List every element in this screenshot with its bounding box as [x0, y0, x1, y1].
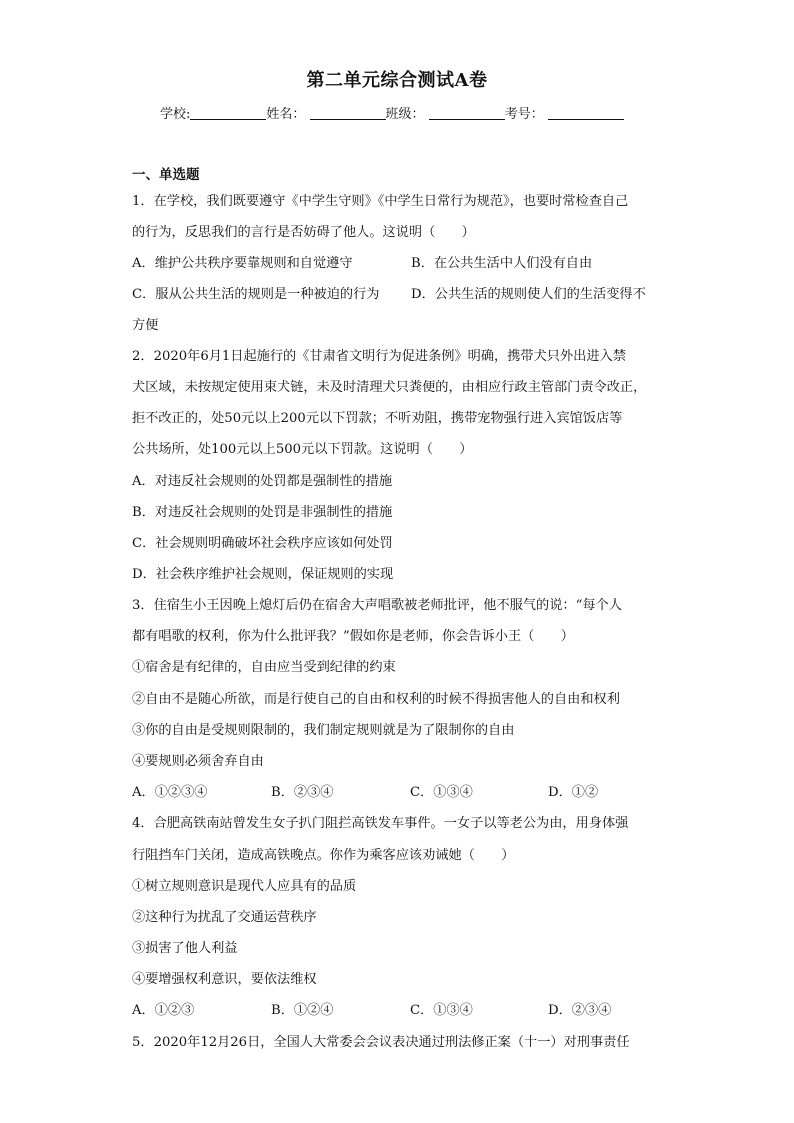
question-1-option-b: B．在公共生活中人们没有自由: [411, 256, 593, 271]
question-1-option-c: C．服从公共生活的规则是一种被迫的行为: [132, 287, 380, 302]
question-3-statement-1: ①宿舍是有纪律的，自由应当受到纪律的约束: [132, 660, 396, 675]
question-2-stem-line: 犬区域，未按规定使用束犬链，未及时清理犬只粪便的，由相应行政主管部门责令改正，: [132, 380, 647, 395]
question-4-option-a: A．①②③: [132, 1003, 195, 1018]
question-4-statement-3: ③损害了他人利益: [132, 941, 238, 956]
question-2-stem-line: 2．2020年6月1日起施行的《甘肃省文明行为促进条例》明确，携带犬只外出进入禁: [132, 349, 626, 364]
question-2-option-c: C．社会规则明确破坏社会秩序应该如何处罚: [132, 536, 393, 551]
question-1-option-d-continuation: 方便: [132, 318, 159, 333]
question-4-stem-line: 行阻挡车门关闭，造成高铁晚点。你作为乘客应该劝诫她（ ）: [132, 848, 515, 863]
question-4-statement-4: ④要增强权利意识，要依法维权: [132, 972, 317, 987]
student-info-row: [160, 103, 624, 122]
page-title: 第二单元综合测试A卷: [306, 70, 488, 91]
school-label: 学校:: [160, 107, 191, 122]
question-3-option-a: A．①②③④: [132, 785, 208, 800]
name-blank[interactable]: [310, 105, 386, 120]
question-2-stem-line: 公共场所，处100元以上500元以下罚款。这说明（ ）: [132, 442, 473, 457]
question-3-stem-line: 3．住宿生小王因晚上熄灯后仍在宿舍大声唱歌被老师批评，他不服气的说：“每个人: [132, 598, 622, 613]
question-2-option-b: B．对违反社会规则的处罚是非强制性的措施: [132, 505, 393, 520]
question-3-statement-4: ④要规则必须舍弃自由: [132, 754, 264, 769]
question-3-statement-2: ②自由不是随心所欲，而是行使自己的自由和权利的时候不得损害他人的自由和权利: [132, 692, 620, 707]
question-1-option-d: D．公共生活的规则使人们的生活变得不: [411, 287, 646, 302]
question-4-stem-line: 4．合肥高铁南站曾发生女子扒门阻拦高铁发车事件。一女子以等老公为由，用身体强: [132, 816, 629, 831]
school-blank[interactable]: [190, 105, 266, 120]
question-4-option-b: B．①②④: [271, 1003, 334, 1018]
question-4-statement-1: ①树立规则意识是现代人应具有的品质: [132, 879, 357, 894]
question-1-stem-line: 1．在学校，我们既要遵守《中学生守则》《中学生日常行为规范》，也要时常检查自己: [132, 194, 629, 209]
class-blank[interactable]: [429, 105, 505, 120]
name-label: 姓名：: [266, 107, 306, 122]
exam-no-label: 考号：: [504, 107, 544, 122]
question-1-stem-line: 的行为，反思我们的言行是否妨碍了他人。这说明（ ）: [132, 225, 475, 240]
question-5-stem-line: 5．2020年12月26日，全国人大常委会会议表决通过刑法修正案（十一）对刑事责任: [132, 1035, 630, 1050]
question-1-option-a: A．维护公共秩序要靠规则和自觉遵守: [132, 256, 353, 271]
question-3-option-d: D．①②: [548, 785, 599, 800]
section-heading: 一、单选题: [132, 167, 200, 183]
question-4-option-c: C．①③④: [410, 1003, 473, 1018]
question-3-stem-line: 都有唱歌的权利，你为什么批评我？”假如你是老师，你会告诉小王（ ）: [132, 629, 574, 644]
question-2-option-d: D．社会秩序维护社会规则，保证规则的实现: [132, 567, 394, 582]
question-4-option-d: D．②③④: [548, 1003, 612, 1018]
question-2-option-a: A．对违反社会规则的处罚都是强制性的措施: [132, 474, 393, 489]
question-2-stem-line: 拒不改正的，处50元以上200元以下罚款；不听劝阻，携带宠物强行进入宾馆饭店等: [132, 411, 623, 426]
class-label: 班级：: [385, 107, 425, 122]
question-4-statement-2: ②这种行为扰乱了交通运营秩序: [132, 910, 317, 925]
exam-no-blank[interactable]: [548, 105, 624, 120]
question-3-option-c: C．①③④: [410, 785, 473, 800]
question-3-option-b: B．②③④: [271, 785, 334, 800]
question-3-statement-3: ③你的自由是受规则限制的，我们制定规则就是为了限制你的自由: [132, 723, 515, 738]
